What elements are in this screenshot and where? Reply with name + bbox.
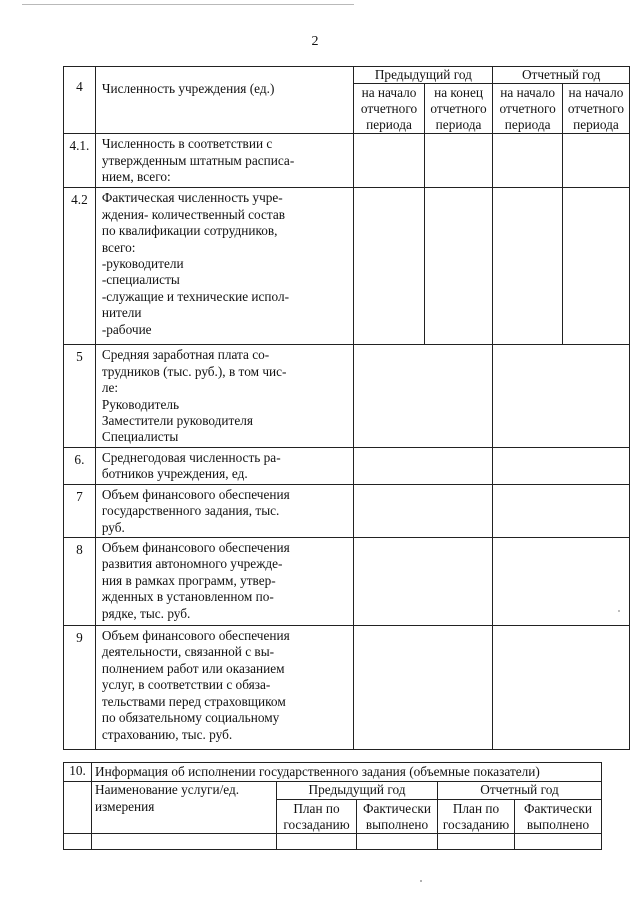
prev-year-header: Предыдущий год [354,67,493,84]
institution-indicators-table [63,66,630,750]
value-cell[interactable] [438,834,515,850]
col-prev-end-header: на конец отчетного периода [424,84,493,134]
table-row [64,538,630,626]
table-row [64,834,602,850]
row-description: Фактическая численность учре- ждения- количественный состав по квалификации сотрудников, всего: -руководители -специалисты -служащие и технические испол- нители -рабочие [95,188,353,345]
plan-header: План по госзаданию [277,800,357,834]
value-cell[interactable] [493,538,630,626]
value-cell[interactable] [354,134,424,188]
value-cell[interactable] [424,188,493,345]
value-cell[interactable] [515,834,602,850]
value-cell[interactable] [493,626,630,750]
row-description: Объем финансового обеспечения развития автономного учрежде- ния в рамках программ, утвер- жденных в установленном по- рядке, тыс. руб. [95,538,353,626]
value-cell[interactable] [424,134,493,188]
table-row [64,345,630,447]
value-cell[interactable] [493,188,563,345]
value-cell[interactable] [354,484,493,537]
report-year-header: Отчетный год [438,782,602,800]
value-cell[interactable] [354,188,424,345]
fact-header: Фактически выполнено [357,800,438,834]
row-description: Объем финансового обеспечения государственного задания, тыс. руб. [95,484,353,537]
empty-cell [64,834,92,850]
col-report-start-header: на начало отчетного периода [493,84,563,134]
row-number: 4 [64,67,96,134]
value-cell[interactable] [354,345,493,447]
col-prev-start-header: на начало отчетного периода [354,84,424,134]
plan-header: План по госзаданию [438,800,515,834]
section-title: Информация об исполнении государственного задания (объемные показатели) [92,763,602,782]
prev-year-header: Предыдущий год [277,782,438,800]
row-description: Среднегодовая численность ра- ботников учреждения, ед. [95,447,353,484]
page-number: 2 [311,34,319,49]
row-description: Численность в соответствии с утвержденным штатным расписа- нием, всего: [95,134,353,188]
table-row [64,134,630,188]
empty-cell [64,782,92,834]
table-row [64,484,630,537]
value-cell[interactable] [354,447,493,484]
row-number: 5 [64,345,96,447]
value-cell[interactable] [354,626,493,750]
row-number: 10. [64,763,92,782]
value-cell[interactable] [354,538,493,626]
value-cell[interactable] [277,834,357,850]
value-cell[interactable] [562,134,629,188]
value-cell[interactable] [493,134,563,188]
row-number: 8 [64,538,96,626]
service-name-header: Наименование услуги/ед. измерения [92,782,277,834]
header-title: Численность учреждения (ед.) [95,67,353,134]
col-report-start2-header: на начало отчетного периода [562,84,629,134]
row-description: Объем финансового обеспечения деятельности, связанной с вы- полнением работ или оказанием услуг, в соответствии с обяза- тельствами перед страховщиком по обязательному социальному страхованию, тыс. руб. [95,626,353,750]
row-number: 7 [64,484,96,537]
value-cell[interactable] [357,834,438,850]
row-number: 6. [64,447,96,484]
value-cell[interactable] [493,345,630,447]
report-year-header: Отчетный год [493,67,630,84]
scan-speck [420,880,422,882]
value-cell[interactable] [493,447,630,484]
table-row [64,447,630,484]
row-description: Средняя заработная плата со- трудников (тыс. руб.), в том чис- ле: Руководитель Заместители руководителя Специалисты [95,345,353,447]
table-row [64,188,630,345]
top-rule [22,4,354,5]
fact-header: Фактически выполнено [515,800,602,834]
state-assignment-table [63,762,602,850]
value-cell[interactable] [92,834,277,850]
row-number: 9 [64,626,96,750]
value-cell[interactable] [562,188,629,345]
table-row [64,626,630,750]
row-number: 4.2 [64,188,96,345]
scan-speck [618,610,620,612]
row-number: 4.1. [64,134,96,188]
value-cell[interactable] [493,484,630,537]
